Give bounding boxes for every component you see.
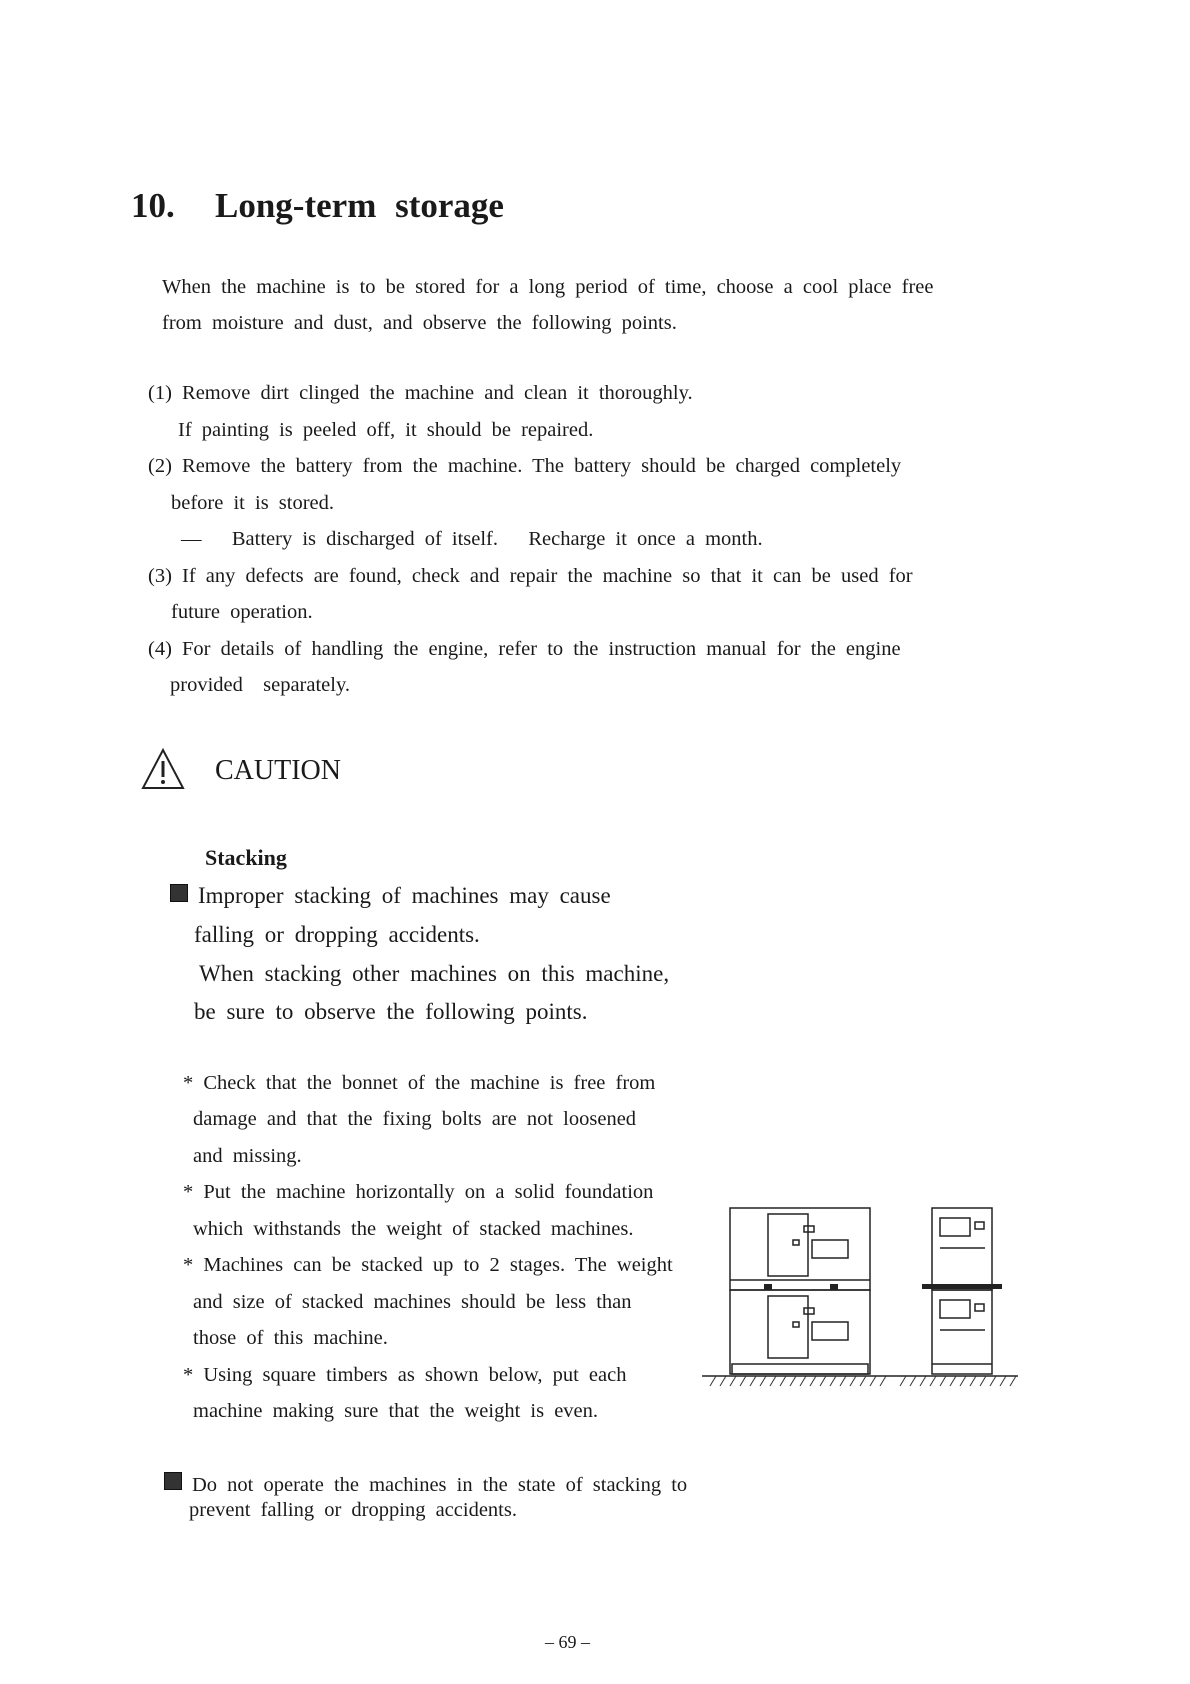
- bullet-square-icon: [164, 1472, 182, 1490]
- point-1-cont: damage and that the fixing bolts are not loosened: [193, 1108, 637, 1130]
- step-2: (2) Remove the battery from the machine. The battery should be charged completely: [148, 455, 902, 477]
- step-2-cont: before it is stored.: [171, 492, 335, 514]
- warning-line-1: Improper stacking of machines may cause: [170, 883, 611, 909]
- stacking-heading: Stacking: [205, 845, 287, 870]
- point-3-cont-2: those of this machine.: [193, 1327, 388, 1349]
- page-number: – 69 –: [545, 1632, 590, 1652]
- stacked-machines-illustration: [700, 1200, 1020, 1390]
- section-title: [131, 186, 504, 226]
- step-1: (1) Remove dirt clinged the machine and clean it thoroughly.: [148, 382, 693, 404]
- warning-line-4: be sure to observe the following points.: [194, 999, 588, 1024]
- section-title-text: Long-term storage: [215, 186, 504, 225]
- step-4-cont: provided separately.: [170, 674, 351, 696]
- section-number: 10.: [131, 186, 175, 225]
- point-4-cont: machine making sure that the weight is even.: [193, 1400, 599, 1422]
- step-2-note: — Battery is discharged of itself. Recharge it once a month.: [181, 528, 763, 550]
- step-1-cont: If painting is peeled off, it should be repaired.: [178, 419, 594, 441]
- final-warning-line-1: Do not operate the machines in the state of stacking to: [164, 1472, 687, 1497]
- point-3: * Machines can be stacked up to 2 stages. The weight: [183, 1254, 673, 1276]
- warning-triangle-icon: [140, 747, 186, 791]
- point-1: * Check that the bonnet of the machine is free from: [183, 1072, 656, 1094]
- step-3: (3) If any defects are found, check and repair the machine so that it can be used for: [148, 565, 913, 587]
- warning-line-3: When stacking other machines on this machine,: [199, 961, 670, 986]
- point-2: * Put the machine horizontally on a solid foundation: [183, 1181, 654, 1203]
- step-3-cont: future operation.: [171, 601, 313, 623]
- final-warning-line-2: prevent falling or dropping accidents.: [189, 1499, 517, 1521]
- point-4: * Using square timbers as shown below, put each: [183, 1364, 627, 1386]
- point-3-cont: and size of stacked machines should be less than: [193, 1291, 632, 1313]
- point-1-cont-2: and missing.: [193, 1145, 302, 1167]
- intro-line-1: When the machine is to be stored for a long period of time, choose a cool place free: [162, 276, 934, 298]
- intro-line-2: from moisture and dust, and observe the following points.: [162, 312, 677, 334]
- step-4: (4) For details of handling the engine, refer to the instruction manual for the engine: [148, 638, 901, 660]
- warning-line-2: falling or dropping accidents.: [194, 922, 480, 947]
- point-2-cont: which withstands the weight of stacked machines.: [193, 1218, 634, 1240]
- caution-label: CAUTION: [215, 755, 341, 786]
- bullet-square-icon: [170, 884, 188, 902]
